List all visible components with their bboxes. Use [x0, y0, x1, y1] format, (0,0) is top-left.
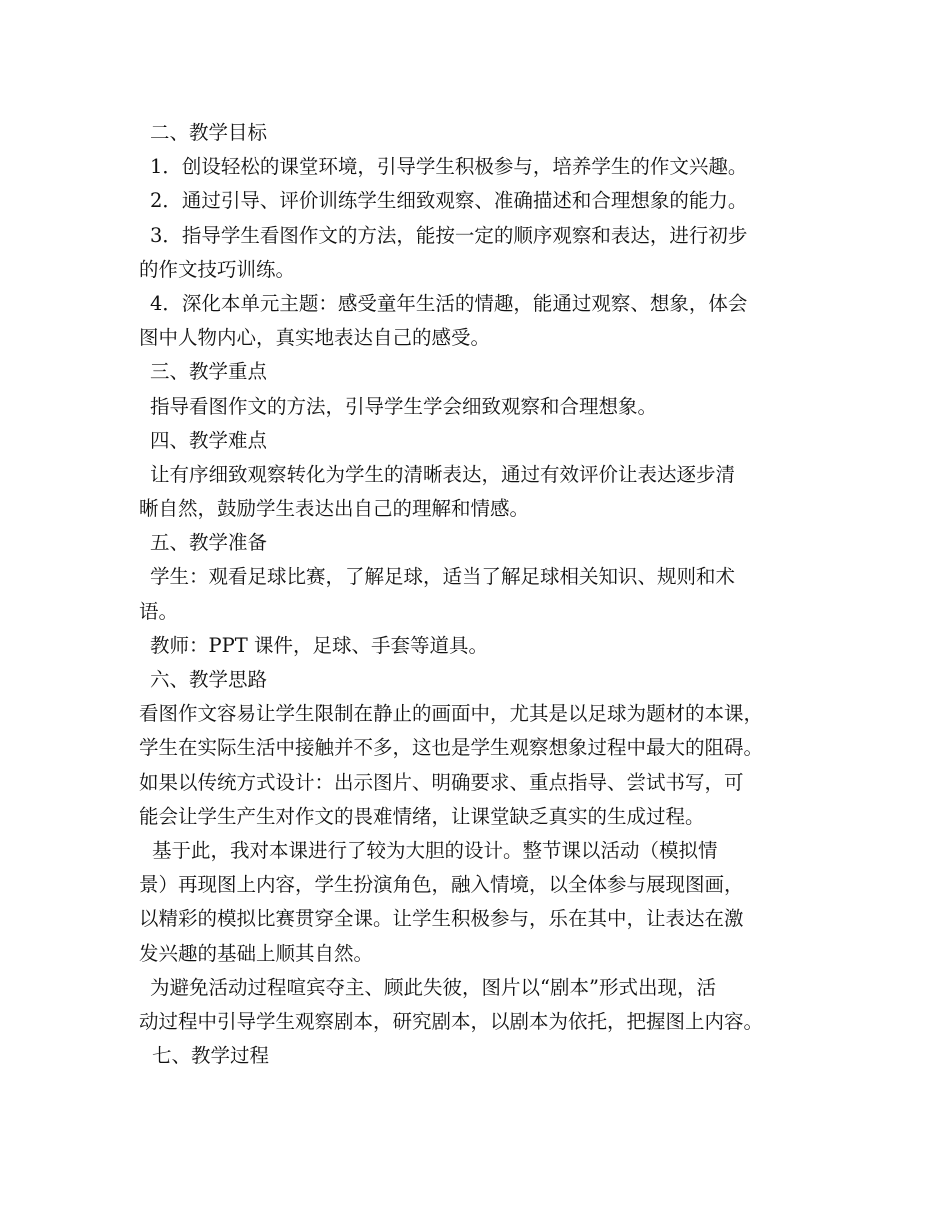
approach-paragraph-1-line-2: 学生在实际生活中接触并不多，这也是学生观察想象过程中最大的阻碍。 [139, 736, 764, 760]
objective-item-3-cont: 的作文技巧训练。 [139, 257, 296, 281]
section-heading-process: 七、教学过程 [152, 1044, 270, 1068]
objective-item-1: 1．创设轻松的课堂环境，引导学生积极参与，培养学生的作文兴趣。 [150, 155, 748, 179]
difficulties-text-cont: 晰自然，鼓励学生表达出自己的理解和情感。 [139, 497, 530, 521]
approach-paragraph-1-line-1: 看图作文容易让学生限制在静止的画面中，尤其是以足球为题材的本课， [139, 702, 764, 726]
difficulties-text: 让有序细致观察转化为学生的清晰表达，通过有效评价让表达逐步清 [150, 462, 736, 486]
section-heading-key-points: 三、教学重点 [150, 360, 268, 384]
approach-paragraph-3-line-2: 动过程中引导学生观察剧本，研究剧本，以剧本为依托，把握图上内容。 [139, 1009, 764, 1033]
objective-item-4: 4．深化本单元主题：感受童年生活的情趣，能通过观察、想象，体会 [150, 291, 748, 315]
objective-item-4-cont: 图中人物内心，真实地表达自己的感受。 [139, 326, 491, 350]
approach-paragraph-1-line-3: 如果以传统方式设计：出示图片、明确要求、重点指导、尝试书写，可 [139, 770, 744, 794]
preparation-teacher: 教师：PPT 课件，足球、手套等道具。 [150, 633, 488, 657]
section-heading-preparation: 五、教学准备 [150, 531, 268, 555]
key-points-text: 指导看图作文的方法，引导学生学会细致观察和合理想象。 [150, 394, 658, 418]
approach-paragraph-2-line-2: 景）再现图上内容，学生扮演角色，融入情境，以全体参与展现图画， [139, 873, 744, 897]
preparation-students-cont: 语。 [139, 599, 179, 623]
section-heading-approach: 六、教学思路 [150, 668, 268, 691]
approach-paragraph-2-line-3: 以精彩的模拟比赛贯穿全课。让学生积极参与，乐在其中，让表达在激 [139, 907, 744, 931]
section-heading-objectives: 二、教学目标 [150, 121, 268, 144]
preparation-students: 学生：观看足球比赛，了解足球，适当了解足球相关知识、规则和术 [150, 565, 736, 589]
approach-paragraph-2-line-4: 发兴趣的基础上顺其自然。 [139, 941, 374, 965]
objective-item-3: 3．指导学生看图作文的方法，能按一定的顺序观察和表达，进行初步 [150, 223, 748, 247]
objective-item-2: 2．通过引导、评价训练学生细致观察、准确描述和合理想象的能力。 [150, 189, 748, 213]
approach-paragraph-3-line-1: 为避免活动过程喧宾夺主、顾此失彼，图片以“剧本”形式出现，活 [150, 975, 716, 999]
approach-paragraph-2-line-1: 基于此，我对本课进行了较为大胆的设计。整节课以活动（模拟情 [152, 838, 718, 862]
document-body [139, 116, 829, 1073]
approach-paragraph-1-line-4: 能会让学生产生对作文的畏难情绪，让课堂缺乏真实的生成过程。 [139, 804, 705, 828]
section-heading-difficulties: 四、教学难点 [150, 428, 268, 452]
